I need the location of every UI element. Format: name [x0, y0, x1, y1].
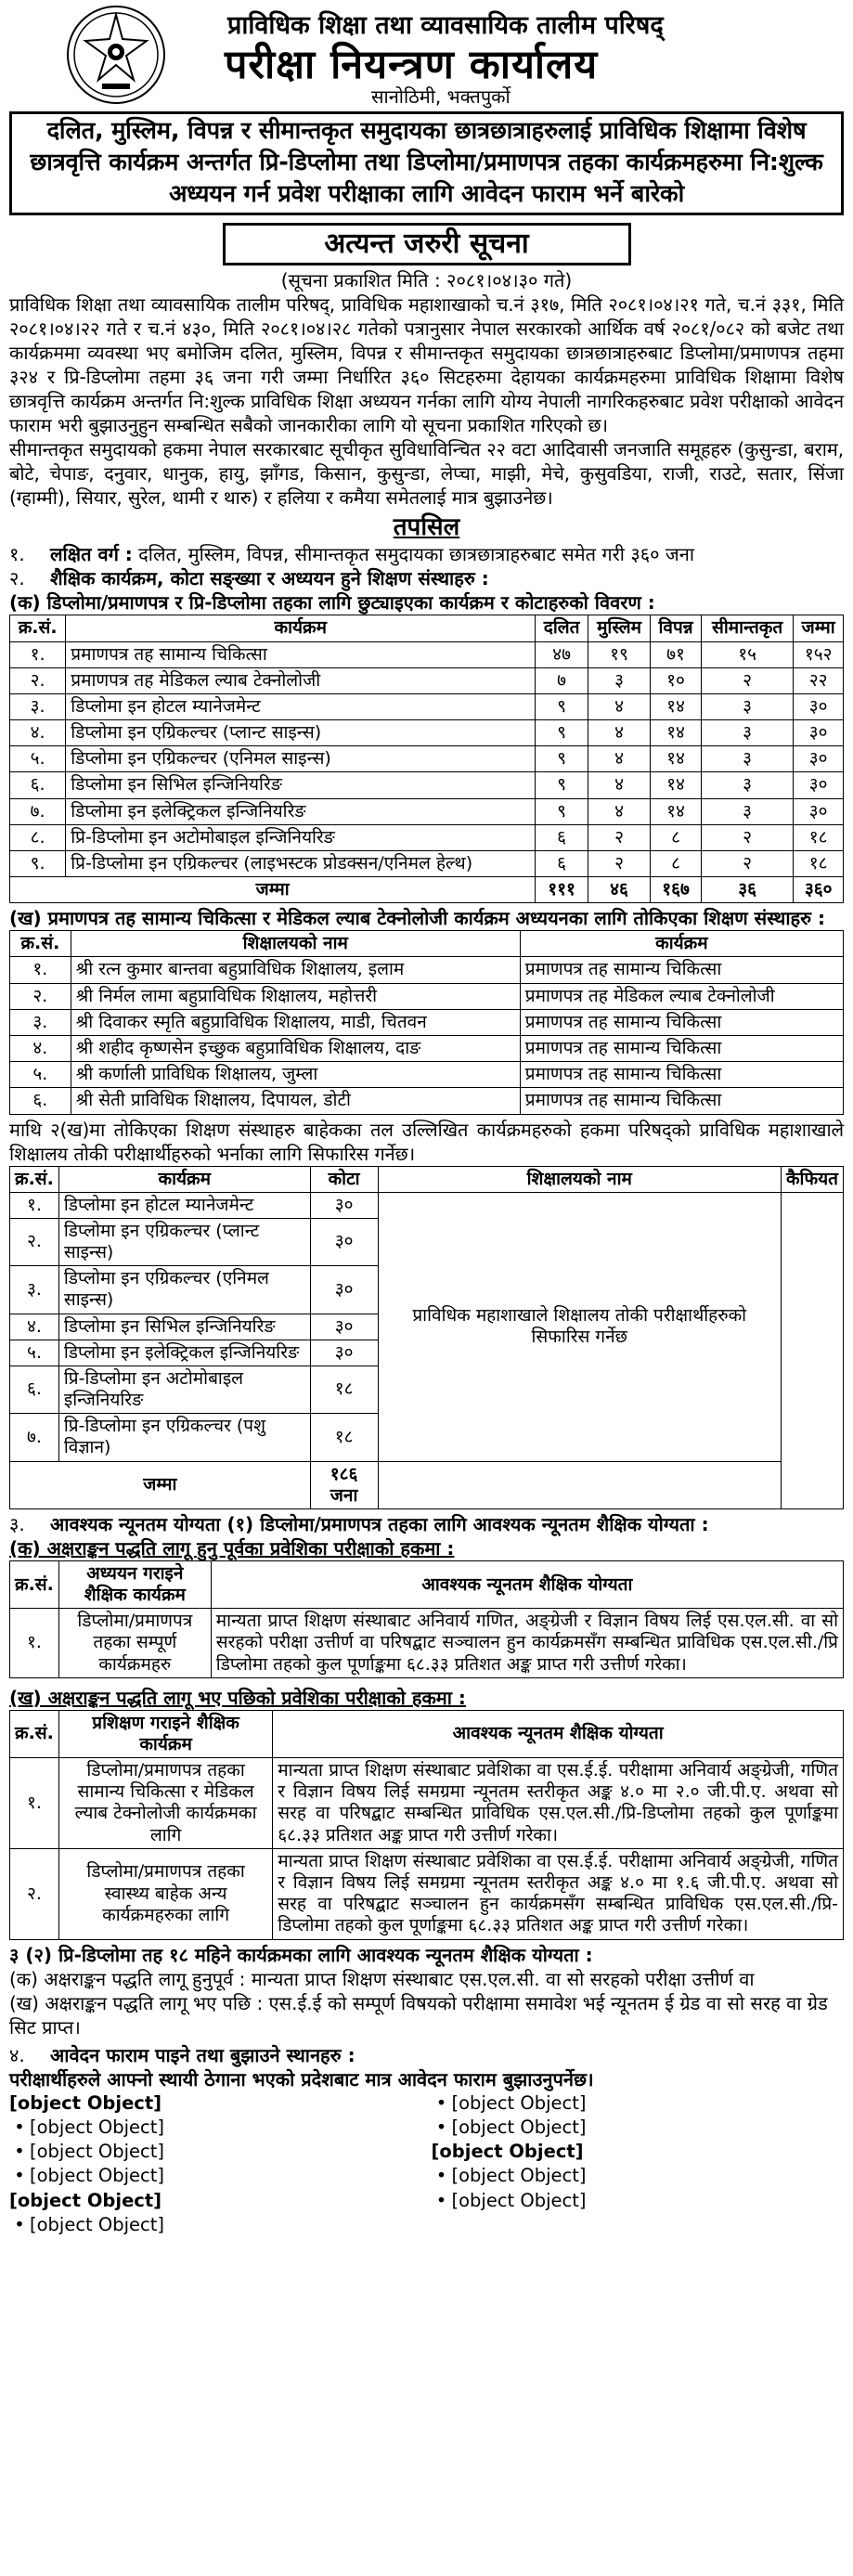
- table-cell: १४: [651, 798, 702, 824]
- locations-right-column: [432, 2091, 845, 2238]
- total-cell: १११: [536, 877, 588, 903]
- section-4-note: परीक्षार्थीहरुले आफ्नो स्थायी ठेगाना भएको प्रदेशबाट मात्र आवेदन फाराम बुझाउनुपर्नेछ।: [9, 2067, 594, 2091]
- emblem-icon: [65, 4, 167, 106]
- column-header: शिक्षालयको नाम: [378, 1166, 781, 1192]
- table-cell: १५: [701, 641, 793, 667]
- section-number: १.: [9, 543, 25, 566]
- table-cell: प्रमाणपत्र तह सामान्य चिकित्सा: [66, 641, 536, 667]
- column-header: शिक्षालयको नाम: [71, 931, 520, 957]
- location-item: • [object Object]: [432, 2091, 845, 2116]
- table-cell: डिप्लोमा इन एग्रिकल्चर (प्लान्ट साइन्स): [66, 720, 536, 746]
- org-name: प्राविधिक शिक्षा तथा व्यावसायिक तालीम परिषद्: [227, 11, 664, 40]
- table-cell: १.: [10, 957, 71, 983]
- column-header: क्र.सं.: [10, 931, 71, 957]
- column-header: कैफियत: [781, 1166, 843, 1192]
- table-cell: श्री सेती प्राविधिक शिक्षालय, दिपायल, डोटी: [71, 1088, 520, 1114]
- table-cell: ३.: [10, 693, 66, 719]
- notice-title: दलित, मुस्लिम, विपन्न र सीमान्तकृत समुदायका छात्रछात्राहरुलाई प्राविधिक शिक्षामा विशेष छात्रवृत्ति कार्यक्रम अन्तर्गत प्रि-डिप्लोमा तथा डिप्लोमा/प्रमाणपत्र तहका कार्यक्रमहरुमा नि:शुल्क अध्ययन गर्न प्रवेश परीक्षाका लागि आवेदन फाराम भर्ने बारेको: [9, 111, 844, 215]
- table-cell: डिप्लोमा इन एग्रिकल्चर (एनिमल साइन्स): [66, 746, 536, 772]
- section-number: ३.: [9, 1512, 25, 1535]
- table-cell: ५.: [10, 1340, 59, 1366]
- table-cell: ३.: [10, 1266, 59, 1314]
- table-cell: प्रमाणपत्र तह सामान्य चिकित्सा: [520, 1036, 843, 1062]
- table-cell: ३: [701, 772, 793, 798]
- table-row: [10, 1088, 844, 1114]
- table-cell: १०: [651, 667, 702, 693]
- total-label: जम्मा: [10, 1461, 311, 1508]
- table-cell: ३०: [310, 1192, 378, 1218]
- table-cell: २.: [10, 1218, 59, 1265]
- table-row: [10, 1009, 844, 1035]
- table-cell: श्री दिवाकर स्मृति बहुप्राविधिक शिक्षालय, माडी, चितवन: [71, 1009, 520, 1035]
- office-name: परीक्षा नियन्त्रण कार्यालय: [225, 42, 599, 88]
- table-cell: ३: [701, 693, 793, 719]
- table-cell: १४: [651, 693, 702, 719]
- table-cell: २: [588, 824, 650, 850]
- table-row: [10, 1609, 844, 1678]
- section-text: आवश्यक न्यूनतम योग्यता (१) डिप्लोमा/प्रमाणपत्र तहका लागि आवश्यक न्यूनतम शैक्षिक योग्यता :: [50, 1512, 709, 1535]
- table-row: [10, 772, 844, 798]
- table-cell: ४: [588, 693, 650, 719]
- table-cell: १४: [651, 772, 702, 798]
- empty-cell: [378, 1461, 781, 1508]
- table-cell: ८: [651, 850, 702, 876]
- table-cell: ३०: [794, 693, 844, 719]
- table-cell: ३०: [310, 1340, 378, 1366]
- header: [9, 0, 844, 111]
- table-row: [10, 824, 844, 850]
- table-cell: ६: [536, 850, 588, 876]
- table-cell: ४: [588, 798, 650, 824]
- table-row: [10, 983, 844, 1009]
- section-number: ४.: [9, 2043, 25, 2066]
- table-cell: डिप्लोमा इन इलेक्ट्रिकल इन्जिनियरिङ: [58, 1340, 310, 1366]
- section-text: दलित, मुस्लिम, विपन्न, सीमान्तकृत समुदायका छात्रछात्राहरुबाट समेत गरी ३६० जना: [138, 543, 695, 566]
- table-cell: १.: [10, 641, 66, 667]
- table-cell: १४: [651, 720, 702, 746]
- table-cell: ५.: [10, 1062, 71, 1088]
- quota-table: [9, 615, 844, 903]
- section-4: [9, 2043, 844, 2067]
- urgent-banner: अत्यन्त जरुरी सूचना: [223, 223, 631, 266]
- table-cell: १.: [10, 1758, 59, 1849]
- total-label: जम्मा: [10, 877, 536, 903]
- table-row: [10, 850, 844, 876]
- table-cell: ६.: [10, 1088, 71, 1114]
- total-row: [10, 1461, 844, 1508]
- subsection-2ka: (क) डिप्लोमा/प्रमाणपत्र र प्रि-डिप्लोमा तहका लागि छुट्याइएका कार्यक्रम र कोटाहरुको विवरण :: [9, 591, 655, 615]
- table-row: [10, 667, 844, 693]
- column-header: क्र.सं.: [10, 615, 66, 641]
- table-cell: डिप्लोमा/प्रमाणपत्र तहका सम्पूर्ण कार्यक्रमहरु: [58, 1609, 211, 1678]
- table-cell: ८: [651, 824, 702, 850]
- location-item: • [object Object]: [9, 2140, 422, 2164]
- table-cell: ७: [536, 667, 588, 693]
- table-cell: प्रि-डिप्लोमा इन एग्रिकल्चर (लाइभस्टक प्रोडक्सन/एनिमल हेल्थ): [66, 850, 536, 876]
- table-cell: १४: [651, 746, 702, 772]
- table-cell: डिप्लोमा इन इलेक्ट्रिकल इन्जिनियरिङ: [66, 798, 536, 824]
- section-3: [9, 1512, 844, 1536]
- details-heading: तपसिल: [393, 512, 460, 541]
- column-header: क्र.सं.: [10, 1710, 59, 1757]
- table-cell: ९: [536, 798, 588, 824]
- table-cell: श्री निर्मल लामा बहुप्राविधिक शिक्षालय, महोत्तरी: [71, 983, 520, 1009]
- table-cell: ३: [588, 667, 650, 693]
- table-row: [10, 1192, 844, 1218]
- table-cell: १८: [794, 850, 844, 876]
- column-header: विपन्न: [651, 615, 702, 641]
- column-header: जम्मा: [794, 615, 844, 641]
- location-item: • [object Object]: [432, 2189, 845, 2213]
- table-cell: श्री शहीद कृष्णसेन इच्छुक बहुप्राविधिक शिक्षालय, दाङ: [71, 1036, 520, 1062]
- table-cell: ३०: [310, 1314, 378, 1340]
- table-cell: डिप्लोमा इन होटल म्यानेजमेन्ट: [66, 693, 536, 719]
- column-header: अध्ययन गराइने शैक्षिक कार्यक्रम: [58, 1560, 211, 1608]
- table-cell: ४: [588, 720, 650, 746]
- table-cell: १५२: [794, 641, 844, 667]
- table-cell: १८: [310, 1366, 378, 1413]
- table-cell: ३०: [310, 1218, 378, 1265]
- table-cell: ५.: [10, 746, 66, 772]
- table-cell: २.: [10, 1848, 59, 1939]
- table-row: [10, 1848, 844, 1939]
- column-header: क्र.सं.: [10, 1166, 59, 1192]
- column-header: प्रशिक्षण गराइने शैक्षिक कार्यक्रम: [58, 1710, 272, 1757]
- table-cell: ३: [701, 720, 793, 746]
- table-cell: श्री कर्णाली प्राविधिक शिक्षालय, जुम्ला: [71, 1062, 520, 1088]
- table-cell: १.: [10, 1192, 59, 1218]
- table-row: [10, 1062, 844, 1088]
- location-item: • [object Object]: [9, 2213, 422, 2237]
- total-cell: ४६: [588, 877, 650, 903]
- table-cell: प्रि-डिप्लोमा इन अटोमोबाइल इन्जिनियरिङ: [58, 1366, 310, 1413]
- total-cell: १६७: [651, 877, 702, 903]
- subsection-3ka: (क) अक्षराङ्कन पद्धति लागू हुनु पूर्वका प्रवेशिका परीक्षाको हकमा :: [9, 1536, 455, 1560]
- table-cell: डिप्लोमा इन एग्रिकल्चर (प्लान्ट साइन्स): [58, 1218, 310, 1265]
- region-heading: [object Object]: [9, 2189, 162, 2211]
- table-cell: २: [701, 850, 793, 876]
- column-header: सीमान्तकृत: [701, 615, 793, 641]
- table-cell: प्रमाणपत्र तह सामान्य चिकित्सा: [520, 1062, 843, 1088]
- table-cell: ३.: [10, 1009, 71, 1035]
- remarks-cell: [781, 1192, 843, 1508]
- table-row: [10, 641, 844, 667]
- table-cell: ३: [701, 746, 793, 772]
- location-item: • [object Object]: [432, 2116, 845, 2140]
- column-header: मुस्लिम: [588, 615, 650, 641]
- table-cell: डिप्लोमा/प्रमाणपत्र तहका सामान्य चिकित्सा र मेडिकल ल्याब टेक्नोलोजी कार्यक्रमका लागि: [58, 1758, 272, 1849]
- table-cell: डिप्लोमा इन होटल म्यानेजमेन्ट: [58, 1192, 310, 1218]
- table-cell: १.: [10, 1609, 59, 1678]
- column-header: दलित: [536, 615, 588, 641]
- region-heading: [object Object]: [9, 2091, 162, 2114]
- table-cell: २.: [10, 667, 66, 693]
- column-header: कार्यक्रम: [520, 931, 843, 957]
- subsection-2kha: (ख) प्रमाणपत्र तह सामान्य चिकित्सा र मेडिकल ल्याब टेक्नोलोजी कार्यक्रम अध्ययनका लागि तोकिएका शिक्षण संस्थाहरु :: [9, 907, 826, 930]
- institution-table: [9, 930, 844, 1114]
- table-cell: २.: [10, 983, 71, 1009]
- table-cell: २: [701, 667, 793, 693]
- table-cell: प्रमाणपत्र तह मेडिकल ल्याब टेक्नोलोजी: [520, 983, 843, 1009]
- section-text: शैक्षिक कार्यक्रम, कोटा सङ्ख्या र अध्ययन हुने शिक्षण संस्थाहरु :: [50, 567, 489, 590]
- total-cell: ३६०: [794, 877, 844, 903]
- column-header: कार्यक्रम: [66, 615, 536, 641]
- qualification-table-pre: [9, 1560, 844, 1678]
- table-cell: ३०: [794, 720, 844, 746]
- total-row: [10, 877, 844, 903]
- table-cell: ३०: [794, 746, 844, 772]
- table-cell: ३०: [310, 1266, 378, 1314]
- table-cell: ७.: [10, 1414, 59, 1461]
- table-cell: ९: [536, 693, 588, 719]
- location-item: • [object Object]: [9, 2164, 422, 2188]
- table-cell: डिप्लोमा/प्रमाणपत्र तहका स्वास्थ्य बाहेक अन्य कार्यक्रमहरुका लागि: [58, 1848, 272, 1939]
- intro-paragraph: प्राविधिक शिक्षा तथा व्यावसायिक तालीम परिषद्, प्राविधिक महाशाखाको च.नं ३१७, मिति २०८१।०४।२१ गते, च.नं ३३१, मिति २०८१।०४।२२ गते र च.नं ४३०, मिति २०८१।०४।२८ गतेको पत्रानुसार नेपाल सरकारको आर्थिक वर्ष २०८१/०८२ को बजेट तथा कार्यक्रममा व्यवस्था भए बमोजिम दलित, मुस्लिम, विपन्न र सीमान्तकृत समुदायका छात्रछात्राहरुबाट डिप्लोमा/प्रमाणपत्र तहमा ३२४ र प्रि-डिप्लोमा तहमा ३६ जना गरी जम्मा निर्धारित ३६० सिटहरुमा देहायका कार्यक्रमहरुमा प्राविधिक शिक्षामा विशेष छात्रवृत्ति कार्यक्रम अन्तर्गत नि:शुल्क प्राविधिक शिक्षा अध्ययन गर्नका लागि योग्य नेपाली नागरिकहरुबाट प्रवेश परीक्षाको आवेदन फाराम भरी बुझाउनुहुन सम्बन्धित सबैको जानकारीका लागि यो सूचना प्रकाशित गरिएको छ।: [9, 292, 844, 436]
- table-cell: श्री रत्न कुमार बान्तवा बहुप्राविधिक शिक्षालय, इलाम: [71, 957, 520, 983]
- location-item: • [object Object]: [432, 2164, 845, 2188]
- table-row: [10, 746, 844, 772]
- locations-left-column: [9, 2091, 422, 2238]
- table-cell: प्रमाणपत्र तह सामान्य चिकित्सा: [520, 1009, 843, 1035]
- recommendation-note: माथि २(ख)मा तोकिएका शिक्षण संस्थाहरु बाहेकका तल उल्लिखित कार्यक्रमहरुको हकमा परिषद्को प्राविधिक महाशाखाले शिक्षालय तोकी परीक्षार्थीहरुको भर्नाका लागि सिफारिस गर्नेछ।: [9, 1118, 844, 1165]
- marginalized-note: सीमान्तकृत समुदायको हकमा नेपाल सरकारबाट सूचीकृत सुविधाविन्चित २२ वटा आदिवासी जनजाति समूहहरु (कुसुन्डा, बराम, बोटे, चेपाङ, दनुवार, धानुक, हायु, झाँगड, किसान, कुसुन्डा, लेप्चा, माझी, मेचे, कुसुवडिया, राजी, राउटे, सतार, सिंजा (ग्हाम्मी), सियार, सुरेल, थामी र थारु) र हलिया र कमैया समेतलाई मात्र बुझाउनेछ।: [9, 437, 844, 509]
- office-location: सानोठिमी, भक्तपुर्को: [371, 85, 511, 108]
- publish-date: (सूचना प्रकाशित मिति : २०८१।०४।३० गते): [280, 269, 573, 292]
- section-text: आवेदन फाराम पाइने तथा बुझाउने स्थानहरु :: [50, 2043, 355, 2066]
- institution-merged-cell: प्राविधिक महाशाखाले शिक्षालय तोकी परीक्षार्थीहरुको सिफारिस गर्नेछ: [378, 1192, 781, 1461]
- table-cell: १८: [310, 1414, 378, 1461]
- table-cell: ४.: [10, 1036, 71, 1062]
- application-locations: [9, 2091, 844, 2238]
- subsection-3-2ka: (क) अक्षराङ्कन पद्धति लागू हुनुपूर्व : मान्यता प्राप्त शिक्षण संस्थाबाट एस.एल.सी. वा सो सरहको परीक्षा उत्तीर्ण वा: [9, 1967, 755, 1990]
- table-cell: प्रमाणपत्र तह सामान्य चिकित्सा: [520, 957, 843, 983]
- table-row: [10, 693, 844, 719]
- table-cell: डिप्लोमा इन सिभिल इन्जिनियरिङ: [66, 772, 536, 798]
- subsection-3-2kha: (ख) अक्षराङ्कन पद्धति लागू भए पछि : एस.ई.ई को सम्पूर्ण विषयको परीक्षामा समावेश भई न्यूनतम ई ग्रेड वा सो सरह वा ग्रेड सिट प्राप्त।: [9, 1991, 828, 2039]
- table-cell: ९: [536, 772, 588, 798]
- section-label: लक्षित वर्ग :: [50, 543, 133, 566]
- table-cell: ४७: [536, 641, 588, 667]
- section-1: [9, 542, 844, 566]
- total-cell: १८६ जना: [310, 1461, 378, 1508]
- table-cell: ४: [588, 746, 650, 772]
- table-cell: २२: [794, 667, 844, 693]
- subsection-3kha: (ख) अक्षराङ्कन पद्धति लागू भए पछिको प्रवेशिका परीक्षाको हकमा :: [9, 1686, 466, 1709]
- table-cell: ४.: [10, 1314, 59, 1340]
- table-cell: डिप्लोमा इन सिभिल इन्जिनियरिङ: [58, 1314, 310, 1340]
- table-cell: डिप्लोमा इन एग्रिकल्चर (एनिमल साइन्स): [58, 1266, 310, 1314]
- table-cell: ९: [536, 746, 588, 772]
- table-cell: ३०: [794, 798, 844, 824]
- program-quota-table: [9, 1166, 844, 1509]
- table-cell: ६.: [10, 772, 66, 798]
- table-cell: प्रमाणपत्र तह सामान्य चिकित्सा: [520, 1088, 843, 1114]
- table-cell: ६: [536, 824, 588, 850]
- table-row: [10, 720, 844, 746]
- table-cell: प्रि-डिप्लोमा इन अटोमोबाइल इन्जिनियरिङ: [66, 824, 536, 850]
- table-cell: १९: [588, 641, 650, 667]
- table-cell: ६.: [10, 1366, 59, 1413]
- section-3-2: ३ (२) प्रि-डिप्लोमा तह १८ महिने कार्यक्रमका लागि आवश्यक न्यूनतम शैक्षिक योग्यता :: [9, 1943, 593, 1966]
- column-header: क्र.सं.: [10, 1560, 59, 1608]
- table-cell: २: [588, 850, 650, 876]
- table-cell: २: [701, 824, 793, 850]
- table-cell: १८: [794, 824, 844, 850]
- table-row: [10, 1758, 844, 1849]
- table-cell: मान्यता प्राप्त शिक्षण संस्थाबाट अनिवार्य गणित, अङ्ग्रेजी र विज्ञान विषय लिई एस.एल.सी. वा सो सरहको परीक्षा उत्तीर्ण वा परिषद्बाट सञ्चालन हुन कार्यक्रमसँग सम्बन्धित प्राविधिक एस.एल.सी./प्रि डिप्लोमा तहको कुल पूर्णाङ्कमा ६८.३३ प्रतिशत अङ्क प्राप्त गरी उत्तीर्ण गरेका।: [211, 1609, 843, 1678]
- table-row: [10, 1036, 844, 1062]
- table-cell: ९: [536, 720, 588, 746]
- region-heading: [object Object]: [431, 2141, 584, 2163]
- table-cell: ३: [701, 798, 793, 824]
- column-header: आवश्यक न्यूनतम शैक्षिक योग्यता: [211, 1560, 843, 1608]
- section-2: [9, 566, 844, 590]
- section-number: २.: [9, 567, 25, 590]
- column-header: आवश्यक न्यूनतम शैक्षिक योग्यता: [273, 1710, 844, 1757]
- table-cell: ९.: [10, 850, 66, 876]
- location-item: • [object Object]: [9, 2116, 422, 2140]
- table-cell: प्रमाणपत्र तह मेडिकल ल्याब टेक्नोलोजी: [66, 667, 536, 693]
- table-cell: ७१: [651, 641, 702, 667]
- table-cell: ३०: [794, 772, 844, 798]
- table-cell: ४.: [10, 720, 66, 746]
- qualification-table-post: [9, 1710, 844, 1940]
- table-row: [10, 957, 844, 983]
- table-cell: मान्यता प्राप्त शिक्षण संस्थाबाट प्रवेशिका वा एस.ई.ई. परीक्षामा अनिवार्य अङ्ग्रेजी, गणित र विज्ञान विषय लिई समग्रमा न्यूनतम स्तरीकृत अङ्क ४.० मा २.० जी.पी.ए. अथवा सो सरह वा परिषद्बाट सम्बन्धित प्राविधिक एस.एल.सी./प्रि-डिप्लोमा तहको कुल पूर्णाङ्कमा ६८.३३ प्रतिशत अङ्क प्राप्त गरी उत्तीर्ण गरेका।: [273, 1758, 844, 1849]
- table-cell: प्रि-डिप्लोमा इन एग्रिकल्चर (पशु विज्ञान): [58, 1414, 310, 1461]
- column-header: कोटा: [310, 1166, 378, 1192]
- column-header: कार्यक्रम: [58, 1166, 310, 1192]
- total-cell: ३६: [701, 877, 793, 903]
- table-cell: ४: [588, 772, 650, 798]
- table-row: [10, 798, 844, 824]
- table-cell: ८.: [10, 824, 66, 850]
- table-cell: ७.: [10, 798, 66, 824]
- table-cell: मान्यता प्राप्त शिक्षण संस्थाबाट प्रवेशिका वा एस.ई.ई. परीक्षामा अनिवार्य अङ्ग्रेजी, गणित र विज्ञान विषय लिई समग्रमा न्यूनतम स्तरीकृत अङ्क ४.० मा १.६ जी.पी.ए. अथवा सो सरह वा परिषद्बाट सञ्चालन हुन कार्यक्रमसँग सम्बन्धित प्राविधिक एस.एल.सी./प्रि-डिप्लोमा तहको कुल पूर्णाङ्कमा ६८.३३ प्रतिशत अङ्क प्राप्त गरी उत्तीर्ण गरेका।: [273, 1848, 844, 1939]
